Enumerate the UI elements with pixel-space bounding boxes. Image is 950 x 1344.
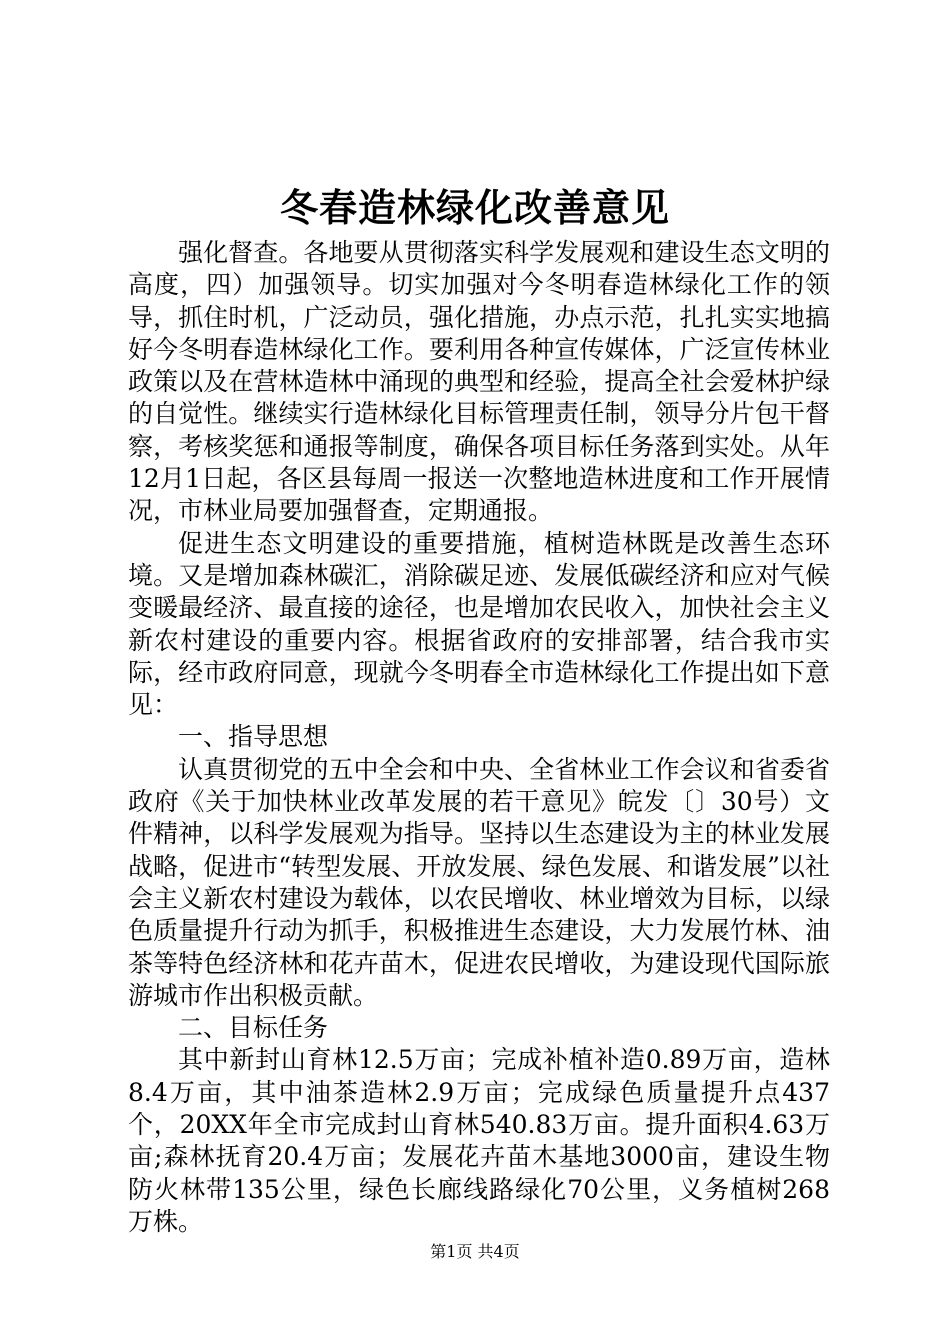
document-body bbox=[128, 237, 830, 1238]
section-heading-targets: 二、目标任务 bbox=[178, 1013, 329, 1043]
paragraph-guiding-ideology: 认真贯彻党的五中全会和中央、全省林业工作会议和省委省政府《关于加快林业改革发展的若干意见》皖发〔〕30号）文件精神，以科学发展观为指导。坚持以生态建设为主的林业发展战略，促进市“转型发展、开放发展、绿色发展、和谐发展”以社会主义新农村建设为载体，以农民增收、林业增效为目标，以绿色质量提升行动为抓手，积极推进生态建设，大力发展竹林、油茶等特色经济林和花卉苗木，促进农民增收，为建设现代国际旅游城市作出积极贡献。 bbox=[128, 754, 830, 1010]
page-number-footer: 第1页 共4页 bbox=[430, 1242, 520, 1261]
paragraph-targets: 其中新封山育林12.5万亩；完成补植补造0.89万亩，造林8.4万亩，其中油茶造林2.9万亩；完成绿色质量提升点437个，20XX年全市完成封山育林540.83万亩。提升面积4.63万亩;森林抚育20.4万亩；发展花卉苗木基地3000亩，建设生物防火林带135公里，绿色长廊线路绿化70公里，义务植树268万株。 bbox=[128, 1045, 830, 1236]
paragraph-introduction: 促进生态文明建设的重要措施，植树造林既是改善生态环境。又是增加森林碳汇，消除碳足迹、发展低碳经济和应对气候变暖最经济、最直接的途径，也是增加农民收入，加快社会主义新农村建设的重要内容。根据省政府的安排部署，结合我市实际，经市政府同意，现就今冬明春全市造林绿化工作提出如下意见： bbox=[128, 528, 830, 720]
paragraph-supervision: 强化督查。各地要从贯彻落实科学发展观和建设生态文明的高度，四）加强领导。切实加强对今冬明春造林绿化工作的领导，抓住时机，广泛动员，强化措施，办点示范，扎扎实实地搞好今冬明春造林绿化工作。要利用各种宣传媒体，广泛宣传林业政策以及在营林造林中涌现的典型和经验，提高全社会爱林护绿的自觉性。继续实行造林绿化目标管理责任制，领导分片包干督察，考核奖惩和通报等制度，确保各项目标任务落到实处。从年12月1日起，各区县每周一报送一次整地造林进度和工作开展情况，市林业局要加强督查，定期通报。 bbox=[128, 238, 830, 526]
section-heading-guiding-ideology: 一、指导思想 bbox=[178, 722, 329, 752]
document-title: 冬春造林绿化改善意见 bbox=[279, 185, 670, 230]
